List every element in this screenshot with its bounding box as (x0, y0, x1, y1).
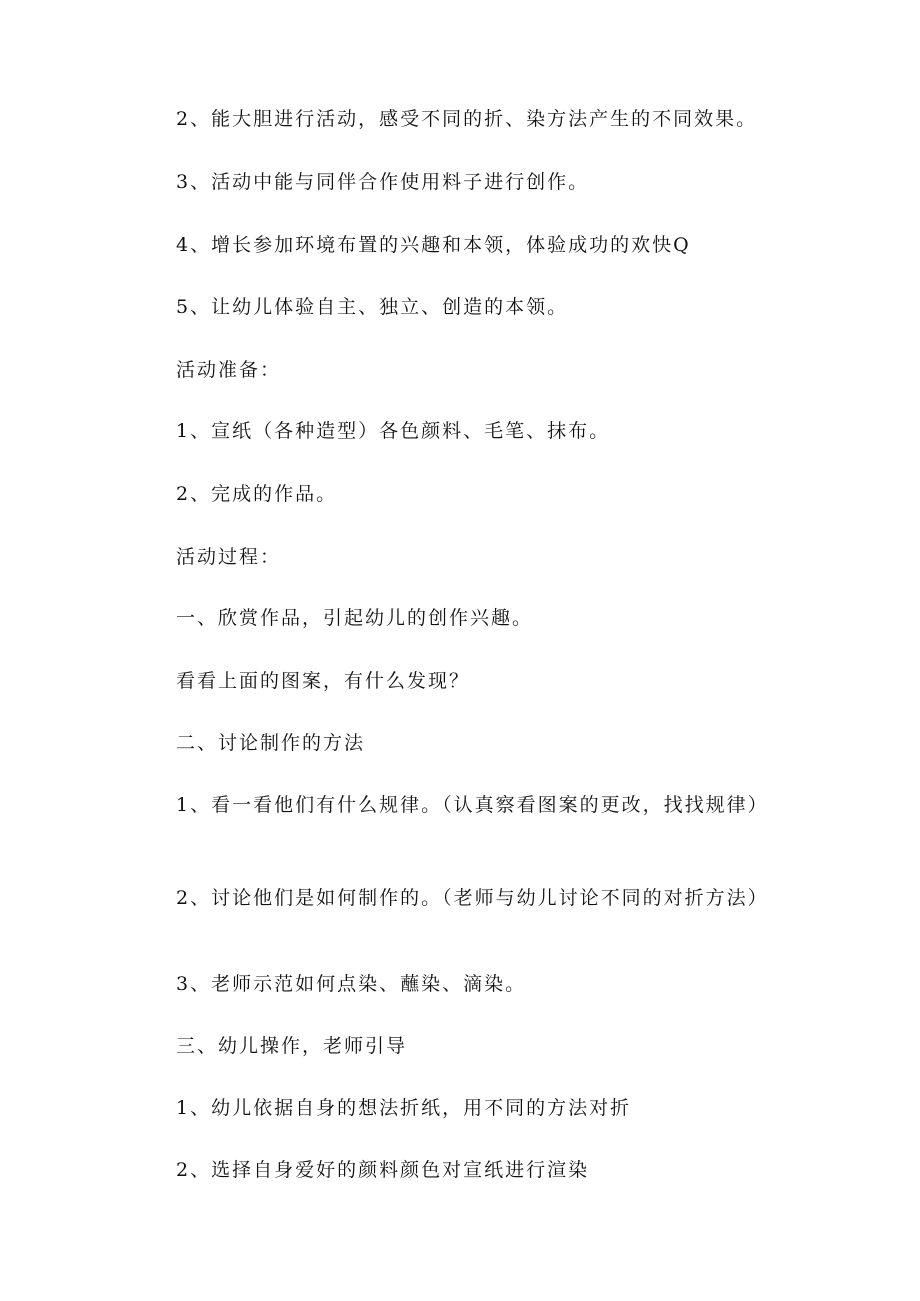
paragraph: 3、活动中能与同伴合作使用料子进行创作。 (176, 171, 590, 193)
paragraph: 活动过程： (176, 546, 282, 568)
paragraph: 一、欣赏作品，引起幼儿的创作兴趣。 (176, 607, 534, 629)
paragraph: 1、宣纸（各种造型）各色颜料、毛笔、抹布。 (176, 420, 611, 442)
paragraph: 1、幼儿依据自身的想法折纸，用不同的方法对折 (176, 1097, 632, 1119)
paragraph: 2、选择自身爱好的颜料颜色对宣纸进行渲染 (176, 1159, 590, 1181)
paragraph: 二、讨论制作的方法 (176, 732, 366, 754)
paragraph: 3、老师示范如何点染、蘸染、滴染。 (176, 973, 527, 995)
paragraph: 4、增长参加环境布置的兴趣和本领，体验成功的欢快Q (176, 234, 691, 256)
paragraph: 2、完成的作品。 (176, 483, 338, 505)
paragraph: 看看上面的图案，有什么发现？ (176, 670, 471, 692)
paragraph: 2、讨论他们是如何制作的。（老师与幼儿讨论不同的对折方法） (176, 887, 769, 909)
paragraph: 5、让幼儿体验自主、独立、创造的本领。 (176, 296, 569, 318)
paragraph: 2、能大胆进行活动，感受不同的折、染方法产生的不同效果。 (176, 108, 758, 130)
paragraph: 活动准备： (176, 359, 282, 381)
paragraph: 三、幼儿操作，老师引导 (176, 1035, 408, 1057)
paragraph: 1、看一看他们有什么规律。（认真察看图案的更改，找找规律） (176, 794, 769, 816)
